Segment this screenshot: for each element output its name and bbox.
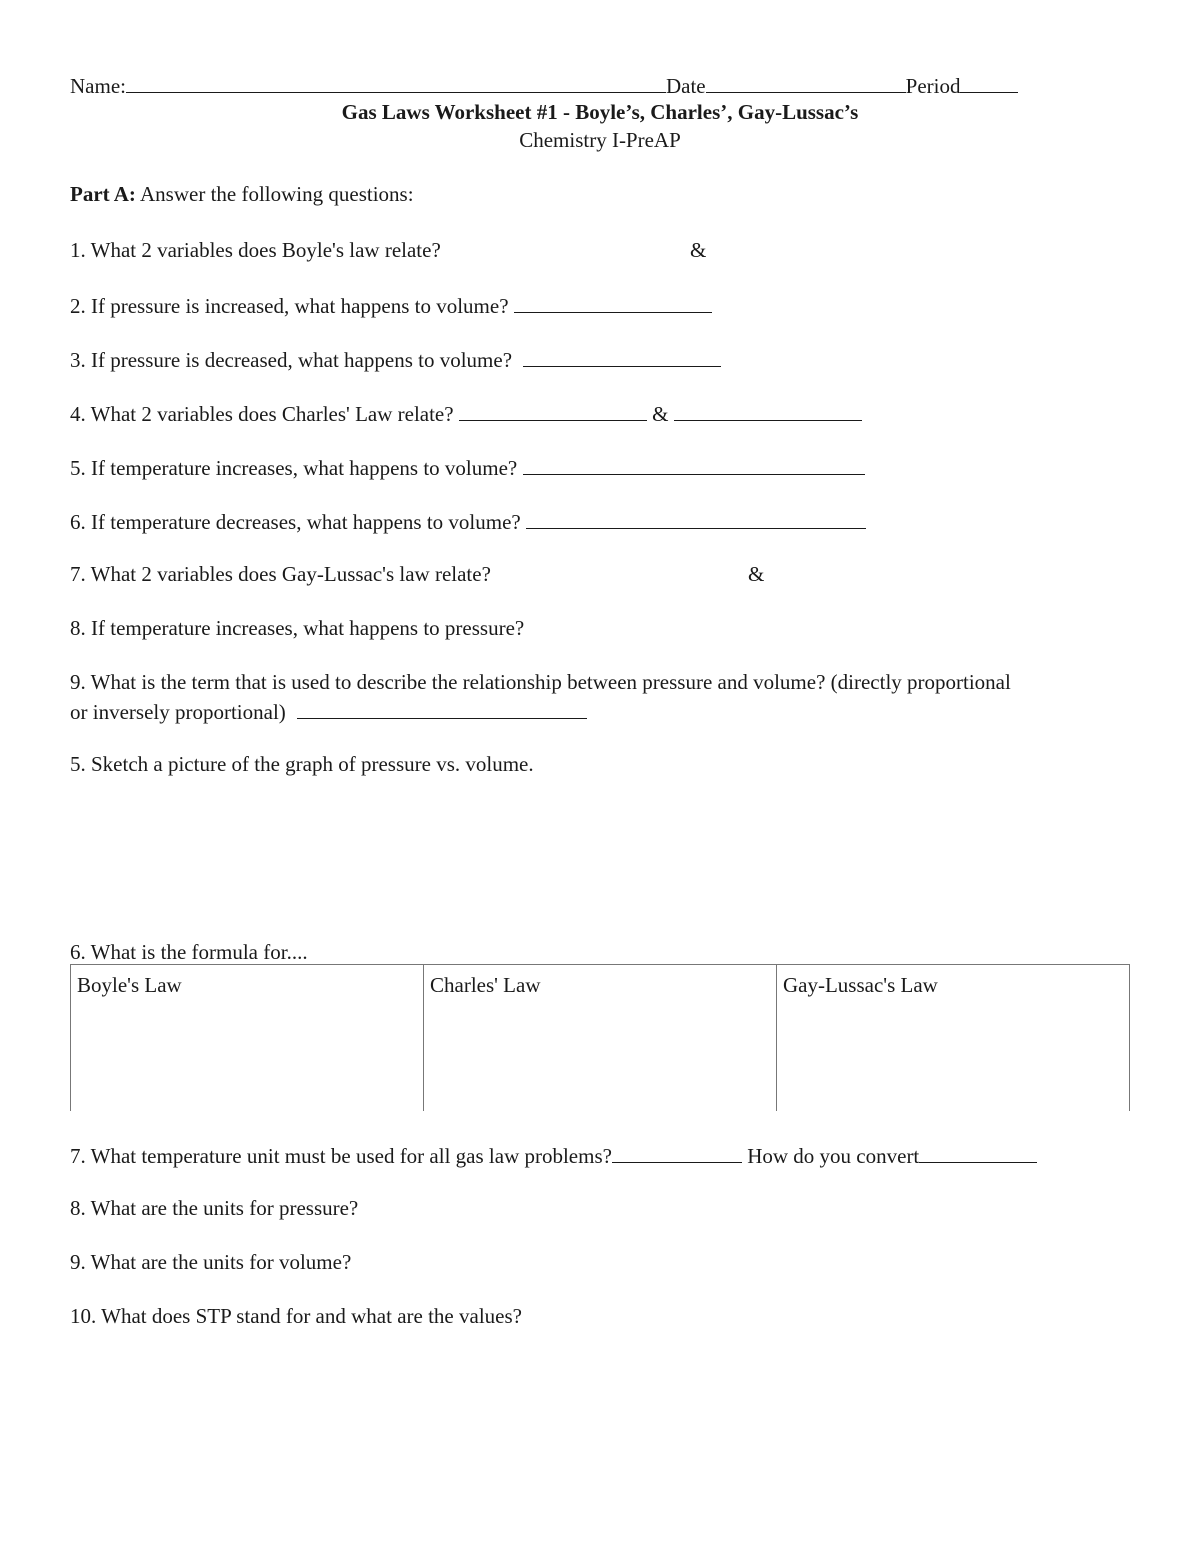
question-5-answer-blank[interactable] [523,456,865,475]
question-3-text: 3. If pressure is decreased, what happens to volume? [70,348,513,372]
formula-header-gay-lussac: Gay-Lussac's Law [783,973,938,997]
temperature-unit-answer-blank[interactable] [612,1144,742,1163]
name-field[interactable] [126,74,666,93]
header-line [70,74,1018,97]
question-9-line-2 [70,700,587,723]
question-7-ampersand: & [748,562,765,586]
name-label: Name: [70,74,126,98]
question-4-text: 4. What 2 variables does Charles' Law relate? [70,402,454,426]
period-field[interactable] [960,74,1018,93]
question-2 [70,294,712,317]
period-label: Period [905,74,961,98]
sketch-area[interactable] [70,790,1130,930]
question-9-text-2: or inversely proportional) [70,700,286,724]
question-9-answer-blank[interactable] [297,700,587,719]
question-1: 1. What 2 variables does Boyle's law relate? [70,238,441,262]
formula-cell-boyles[interactable] [70,965,423,1111]
question-1-ampersand: & [690,238,707,262]
convert-text: How do you convert [741,1144,920,1168]
question-3 [70,348,721,371]
worksheet-subtitle: Chemistry I-PreAP [519,128,681,152]
question-6-answer-blank[interactable] [526,510,866,529]
question-4-answer-blank-2[interactable] [674,402,862,421]
date-field[interactable] [706,74,906,93]
part-a-label: Part A: [70,182,136,206]
worksheet-title: Gas Laws Worksheet #1 - Boyle’s, Charles’, Gay-Lussac’s [341,100,859,124]
temperature-unit-question [70,1144,1037,1167]
question-9-line-1: 9. What is the term that is used to describe the relationship between pressure and volume? (directly proportional [70,670,1011,694]
question-6-text: 6. If temperature decreases, what happens to volume? [70,510,521,534]
formula-cell-gay-lussac[interactable] [776,965,1130,1111]
formula-table [70,964,1130,1110]
date-label: Date [665,74,706,98]
question-7: 7. What 2 variables does Gay-Lussac's law relate? [70,562,491,586]
question-4 [70,402,862,425]
question-6 [70,510,866,533]
question-2-answer-blank[interactable] [514,294,712,313]
question-4-answer-blank-1[interactable] [459,402,647,421]
part-a-instruction: Answer the following questions: [135,182,414,206]
stp-question: 10. What does STP stand for and what are the values? [70,1304,522,1328]
question-3-answer-blank[interactable] [523,348,721,367]
question-8: 8. If temperature increases, what happens to pressure? [70,616,525,640]
formula-header-charles: Charles' Law [430,973,541,997]
convert-answer-blank[interactable] [919,1144,1037,1163]
volume-units-question: 9. What are the units for volume? [70,1250,352,1274]
part-a-heading [70,184,414,205]
formula-question: 6. What is the formula for.... [70,940,308,964]
sketch-question: 5. Sketch a picture of the graph of pressure vs. volume. [70,752,534,776]
pressure-units-question: 8. What are the units for pressure? [70,1196,359,1220]
question-4-ampersand: & [652,402,669,426]
temperature-unit-text: 7. What temperature unit must be used for all gas law problems? [70,1144,612,1168]
question-5 [70,456,865,479]
question-2-text: 2. If pressure is increased, what happens to volume? [70,294,509,318]
formula-cell-charles[interactable] [423,965,776,1111]
formula-header-boyles: Boyle's Law [77,973,182,997]
question-5-text: 5. If temperature increases, what happens to volume? [70,456,518,480]
